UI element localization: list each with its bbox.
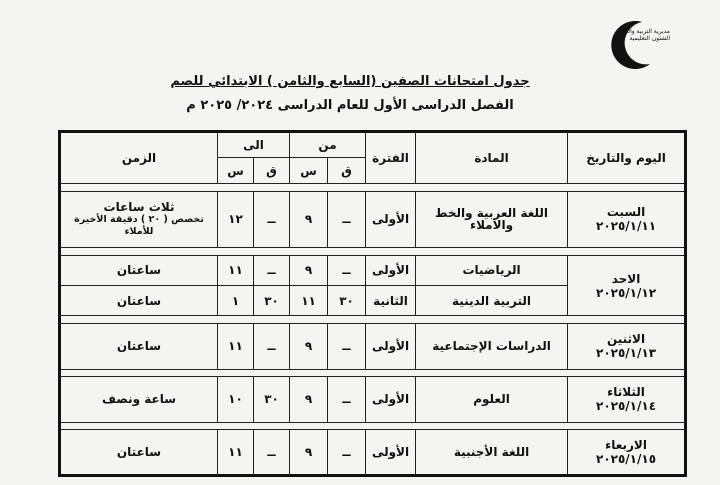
date-label: ٢٠٢٥/١/١١ — [596, 219, 657, 234]
duration-cell: ساعتان — [60, 430, 218, 476]
date-label: ٢٠٢٥/١/١٣ — [596, 346, 657, 361]
from-q-cell: ــ — [328, 191, 366, 247]
to-q-cell: ٣٠ — [254, 377, 290, 423]
col-to: الى — [218, 132, 290, 158]
subject-cell: الدراسات الإجتماعية — [416, 324, 568, 370]
subject-cell: الرياضيات — [416, 255, 568, 285]
duration-cell — [60, 191, 218, 247]
from-s-cell: ٩ — [290, 324, 328, 370]
from-q-cell: ــ — [328, 377, 366, 423]
date-label: ٢٠٢٥/١/١٥ — [596, 452, 657, 467]
to-s-cell: ١١ — [218, 324, 254, 370]
to-s-cell: ١١ — [218, 430, 254, 476]
to-s-cell: ١٢ — [218, 191, 254, 247]
to-s-cell: ١١ — [218, 255, 254, 285]
from-s-cell: ٩ — [290, 430, 328, 476]
period-cell: الأولى — [366, 430, 416, 476]
from-q-cell: ــ — [328, 324, 366, 370]
col-from: من — [290, 132, 366, 158]
period-cell: الأولى — [366, 191, 416, 247]
to-q-cell: ــ — [254, 324, 290, 370]
col-from-s: س — [290, 158, 328, 184]
date-label: ٢٠٢٥/١/١٢ — [596, 285, 657, 300]
period-cell: الأولى — [366, 255, 416, 285]
day-label: الاربعاء — [605, 438, 647, 453]
ministry-logo-icon — [590, 14, 670, 74]
duration-cell: ساعة ونصف — [60, 377, 218, 423]
day-date-cell — [568, 255, 686, 316]
day-date-cell — [568, 377, 686, 423]
period-cell: الأولى — [366, 377, 416, 423]
exam-schedule-table — [58, 130, 687, 477]
from-q-cell: ــ — [328, 255, 366, 285]
to-q-cell: ٣٠ — [254, 286, 290, 316]
table-row — [60, 255, 686, 285]
table-row — [60, 191, 686, 247]
day-date-cell — [568, 430, 686, 476]
subject-cell: اللغة العربية والخط والاملاء — [416, 191, 568, 247]
period-cell: الأولى — [366, 324, 416, 370]
duration-note: تخصص ( ٢٠ ) دقيقة الأخيرة للأملاء — [74, 214, 204, 238]
day-date-cell — [568, 191, 686, 247]
day-label: الثلاثاء — [607, 385, 645, 400]
table-row — [60, 377, 686, 423]
col-subject: المادة — [416, 132, 568, 184]
logo-text: مديرية التربية والتعليم الشئون التعليمية — [615, 28, 670, 42]
col-duration: الزمن — [60, 132, 218, 184]
to-s-cell: ١ — [218, 286, 254, 316]
day-label: الاثنين — [606, 332, 646, 347]
table-header-row — [60, 132, 686, 158]
to-q-cell: ــ — [254, 255, 290, 285]
from-s-cell: ٩ — [290, 377, 328, 423]
to-q-cell: ــ — [254, 191, 290, 247]
col-to-s: س — [218, 158, 254, 184]
from-q-cell: ــ — [328, 430, 366, 476]
duration-cell: ساعتان — [60, 324, 218, 370]
period-cell: الثانية — [366, 286, 416, 316]
page-subtitle: الفصل الدراسى الأول للعام الدراسى ٢٠٢٤/ ٢٠٢٥ م — [186, 98, 514, 113]
from-s-cell: ٩ — [290, 191, 328, 247]
table-row — [60, 430, 686, 476]
day-label: الاحد — [611, 271, 641, 286]
to-q-cell: ــ — [254, 430, 290, 476]
date-label: ٢٠٢٥/١/١٤ — [596, 399, 657, 414]
day-date-cell — [568, 324, 686, 370]
col-period: الفترة — [366, 132, 416, 184]
to-s-cell: ١٠ — [218, 377, 254, 423]
duration-cell: ساعتان — [60, 255, 218, 285]
col-from-q: ق — [328, 158, 366, 184]
from-s-cell: ١١ — [290, 286, 328, 316]
from-q-cell: ٣٠ — [328, 286, 366, 316]
page-title: جدول امتحانات الصفين (السابع والثامن ) الابتدائي للصم — [170, 74, 530, 89]
subject-cell: التربية الدينية — [416, 286, 568, 316]
col-to-q: ق — [254, 158, 290, 184]
subject-cell: اللغة الأجنبية — [416, 430, 568, 476]
duration-label: ثلاث ساعات — [103, 200, 175, 215]
duration-cell: ساعتان — [60, 286, 218, 316]
col-day-date: اليوم والتاريخ — [568, 132, 686, 184]
from-s-cell: ٩ — [290, 255, 328, 285]
day-label: السبت — [606, 205, 646, 220]
subject-cell: العلوم — [416, 377, 568, 423]
table-row — [60, 324, 686, 370]
